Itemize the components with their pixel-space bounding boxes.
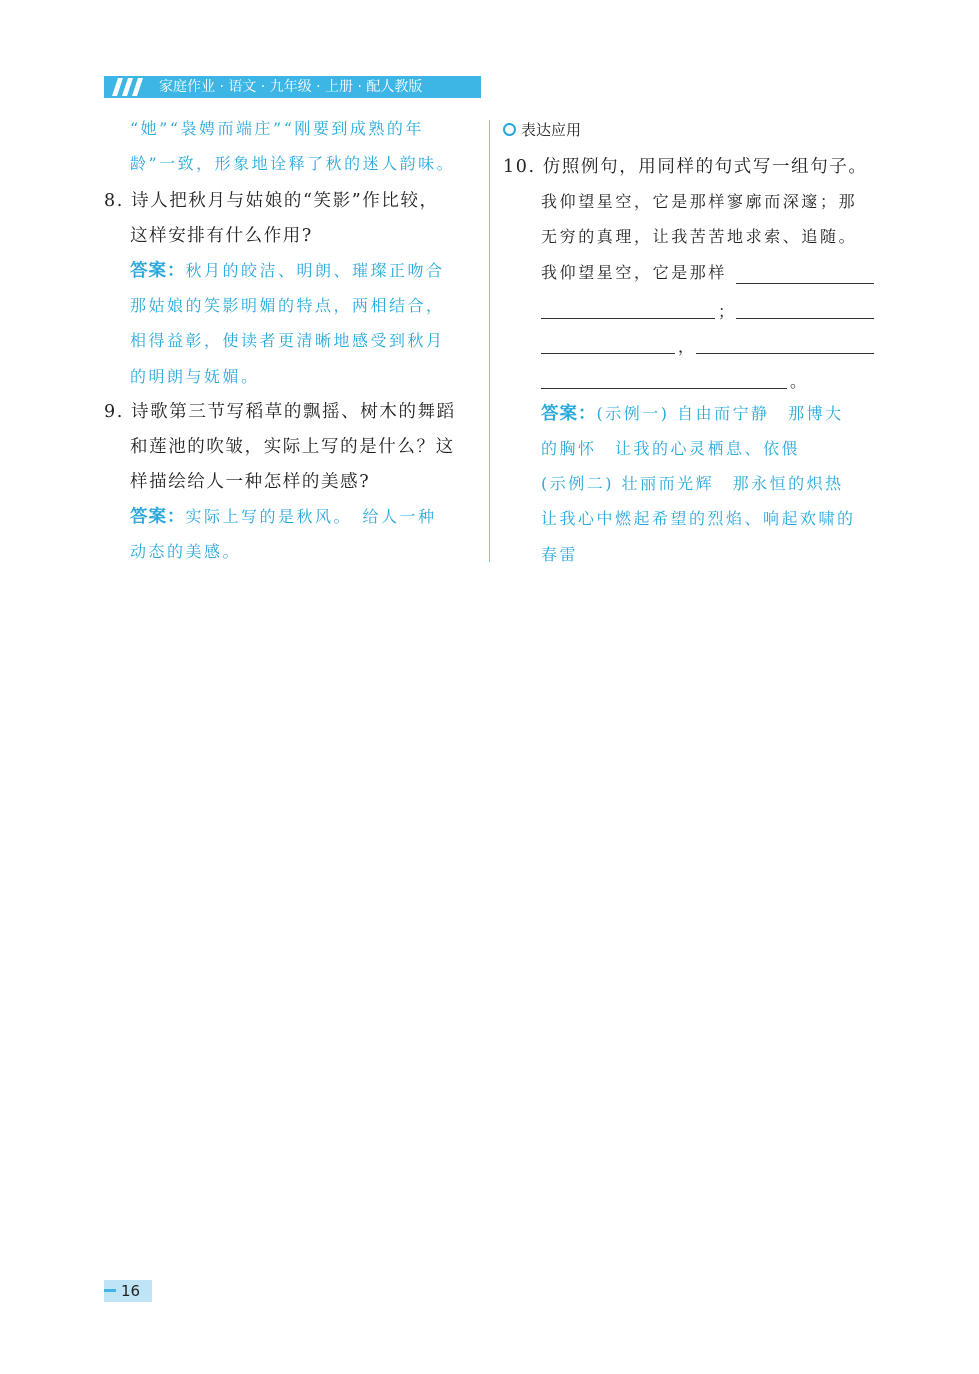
- answer-10-line: 的胸怀 让我的心灵栖息、依偎: [541, 439, 801, 458]
- section-heading: [503, 119, 581, 140]
- answer-label: 答案：: [130, 507, 186, 527]
- answer-blank[interactable]: [541, 318, 715, 319]
- example-sentence: 无穷的真理，让我苦苦地求索、追随。: [541, 227, 858, 246]
- answer-10: [541, 402, 844, 426]
- section-title: 表达应用: [521, 121, 582, 139]
- answer-8-line: 相得益彰，使读者更清晰地感受到秋月: [130, 331, 445, 350]
- answer-8: [130, 259, 445, 283]
- example-sentence: 我仰望星空，它是那样寥廓而深邃；那: [541, 192, 858, 211]
- answer-10-line: 让我心中燃起希望的烈焰、响起欢啸的: [541, 509, 856, 528]
- answer-blank[interactable]: [541, 388, 787, 389]
- comma: ，: [678, 337, 695, 356]
- answer-8-line: 的明朗与妩媚。: [130, 367, 260, 386]
- answer-text: 秋月的皎洁、明朗、璀璨正吻合: [185, 261, 445, 280]
- answer-blank[interactable]: [541, 353, 675, 354]
- answer-10-line: (示例二) 壮丽而光辉 那永恒的炽热: [541, 474, 844, 493]
- question-8: 8. 诗人把秋月与姑娘的“笑影”作比较，: [104, 191, 439, 211]
- fill-prefix: 我仰望星空，它是那样: [541, 263, 728, 282]
- answer-blank[interactable]: [696, 353, 874, 354]
- page-number: 16: [121, 1282, 141, 1300]
- header-bar: [104, 76, 481, 98]
- question-9-line: 样描绘给人一种怎样的美感?: [130, 472, 371, 492]
- period: 。: [790, 372, 807, 391]
- continuation-line: “她”“袅娉而端庄”“刚要到成熟的年: [130, 119, 424, 138]
- question-9: 9. 诗歌第三节写稻草的飘摇、树木的舞蹈: [104, 402, 456, 422]
- answer-blank[interactable]: [736, 318, 874, 319]
- header-title: 家庭作业 · 语文 · 九年级 · 上册 · 配人教版: [159, 79, 423, 95]
- answer-label: 答案：: [541, 404, 597, 424]
- answer-8-line: 那姑娘的笑影明媚的特点，两相结合，: [130, 296, 445, 315]
- answer-blank[interactable]: [736, 283, 874, 284]
- semicolon: ；: [718, 302, 735, 321]
- question-9-line: 和莲池的吹皱，实际上写的是什么？这: [130, 437, 455, 457]
- column-divider: [489, 120, 490, 562]
- question-8-line: 这样安排有什么作用?: [130, 226, 313, 246]
- answer-9-line: 动态的美感。: [130, 542, 242, 561]
- continuation-line: 龄”一致，形象地诠释了秋的迷人韵味。: [130, 154, 456, 173]
- page-number-mark: [104, 1289, 116, 1292]
- answer-label: 答案：: [130, 261, 186, 281]
- answer-text: 实际上写的是秋风。 给人一种: [185, 507, 437, 526]
- header-slash-icon: [111, 76, 147, 98]
- answer-9: [130, 505, 437, 529]
- circle-icon: [503, 123, 516, 136]
- question-10: 10. 仿照例句，用同样的句式写一组句子。: [503, 157, 868, 177]
- answer-text: (示例一) 自由而宁静 那博大: [596, 404, 844, 423]
- answer-10-line: 春雷: [541, 545, 579, 564]
